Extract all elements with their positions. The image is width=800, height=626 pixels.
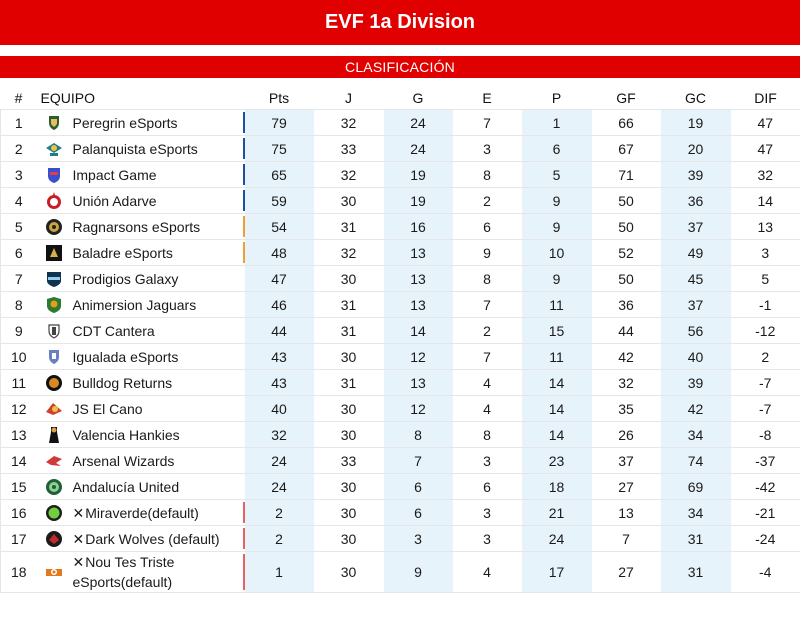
team-name-wrapper: [73, 269, 179, 289]
pts-cell: 43: [245, 370, 314, 396]
team-name: Animersion Jaguars: [72, 296, 197, 313]
col-header-team: EQUIPO: [40, 90, 95, 106]
table-row: [1, 136, 800, 162]
rank-cell: 7: [1, 266, 37, 292]
e-cell: 7: [453, 110, 522, 136]
gc-cell: 20: [661, 136, 731, 162]
e-cell: 3: [453, 136, 522, 162]
e-cell: 7: [453, 344, 522, 370]
team-cell: [37, 318, 245, 344]
rank-cell: 5: [1, 214, 37, 240]
team-cell: [37, 136, 245, 162]
gf-cell: 35: [592, 396, 661, 422]
j-cell: 31: [314, 370, 384, 396]
gc-cell: 34: [661, 500, 731, 526]
ragnarsons-logo-icon: [45, 218, 63, 236]
table-row: [1, 474, 800, 500]
j-cell: 30: [314, 500, 384, 526]
p-cell: 14: [522, 396, 592, 422]
pts-cell: 1: [245, 552, 314, 593]
pts-cell: 44: [245, 318, 314, 344]
p-cell: 23: [522, 448, 592, 474]
rank-cell: 13: [1, 422, 37, 448]
team-name-wrapper: [73, 243, 173, 263]
g-cell: 8: [384, 422, 453, 448]
team-name-wrapper: [73, 529, 220, 549]
team-name: Palanquista eSports: [72, 140, 198, 157]
e-cell: 8: [453, 162, 522, 188]
dif-cell: -1: [731, 292, 800, 318]
p-cell: 5: [522, 162, 592, 188]
j-cell: 33: [314, 136, 384, 162]
team-name: CDT Cantera: [72, 322, 155, 339]
rank-cell: 15: [1, 474, 37, 500]
table-row: [1, 500, 800, 526]
pts-cell: 46: [245, 292, 314, 318]
section-subtitle: [0, 56, 800, 78]
gc-cell: 31: [661, 552, 731, 593]
team-name: Nou Tes Triste eSports(default): [72, 554, 175, 590]
peregrin-logo-icon: [45, 114, 63, 132]
rank-cell: 3: [1, 162, 37, 188]
e-cell: 6: [453, 474, 522, 500]
arsenal-wizards-logo-icon: [45, 452, 63, 470]
dif-cell: -7: [731, 396, 800, 422]
team-cell: [37, 448, 245, 474]
e-cell: 3: [453, 500, 522, 526]
team-name: Baladre eSports: [72, 244, 173, 261]
team-name-wrapper: [73, 425, 180, 445]
gf-cell: 67: [592, 136, 661, 162]
g-cell: 9: [384, 552, 453, 593]
gc-cell: 37: [661, 292, 731, 318]
j-cell: 32: [314, 110, 384, 136]
g-cell: 12: [384, 344, 453, 370]
bulldog-logo-icon: [45, 374, 63, 392]
team-name-wrapper: [73, 451, 175, 471]
dif-cell: -24: [731, 526, 800, 552]
team-name-wrapper: [73, 503, 199, 523]
team-cell: [37, 396, 245, 422]
j-cell: 30: [314, 396, 384, 422]
gf-cell: 27: [592, 552, 661, 593]
dif-cell: -12: [731, 318, 800, 344]
table-row: [1, 344, 800, 370]
team-name-wrapper: [73, 373, 173, 393]
col-header-e: E: [482, 90, 492, 106]
team-name-wrapper: [73, 321, 155, 341]
p-cell: 9: [522, 214, 592, 240]
p-cell: 21: [522, 500, 592, 526]
gc-cell: 39: [661, 162, 731, 188]
pts-cell: 43: [245, 344, 314, 370]
table-row: [1, 526, 800, 552]
e-cell: 3: [453, 526, 522, 552]
e-cell: 4: [453, 552, 522, 593]
pts-cell: 32: [245, 422, 314, 448]
rank-cell: 16: [1, 500, 37, 526]
team-cell: [37, 526, 245, 552]
gf-cell: 32: [592, 370, 661, 396]
team-name: Igualada eSports: [72, 348, 179, 365]
g-cell: 13: [384, 240, 453, 266]
col-header-pos: #: [14, 90, 23, 106]
zone-indicator-red: [243, 528, 245, 549]
pts-cell: 75: [245, 136, 314, 162]
dif-cell: 5: [731, 266, 800, 292]
table-row: [1, 266, 800, 292]
gc-cell: 56: [661, 318, 731, 344]
col-header-gc: GC: [685, 90, 706, 106]
team-cell: [37, 240, 245, 266]
union-adarve-logo-icon: [45, 192, 63, 210]
j-cell: 30: [314, 422, 384, 448]
gc-cell: 31: [661, 526, 731, 552]
team-cell: [37, 110, 245, 136]
j-cell: 31: [314, 214, 384, 240]
pts-cell: 79: [245, 110, 314, 136]
default-x-icon: ✕: [72, 530, 85, 547]
dif-cell: -42: [731, 474, 800, 500]
j-cell: 32: [314, 162, 384, 188]
team-name: Peregrin eSports: [72, 114, 178, 131]
rank-cell: 10: [1, 344, 37, 370]
animersion-logo-icon: [45, 296, 63, 314]
dif-cell: 47: [731, 136, 800, 162]
zone-indicator-orange: [243, 242, 245, 263]
g-cell: 3: [384, 526, 453, 552]
p-cell: 14: [522, 422, 592, 448]
p-cell: 15: [522, 318, 592, 344]
dif-cell: 47: [731, 110, 800, 136]
col-header-pts: Pts: [268, 90, 290, 106]
p-cell: 1: [522, 110, 592, 136]
j-cell: 30: [314, 552, 384, 593]
team-cell: [37, 214, 245, 240]
p-cell: 11: [522, 292, 592, 318]
igualada-logo-icon: [45, 348, 63, 366]
j-cell: 33: [314, 448, 384, 474]
zone-indicator-blue: [243, 112, 245, 133]
pts-cell: 47: [245, 266, 314, 292]
team-name-wrapper: [73, 165, 157, 185]
miraverde-logo-icon: [45, 504, 63, 522]
pts-cell: 24: [245, 448, 314, 474]
g-cell: 24: [384, 136, 453, 162]
table-row: [1, 318, 800, 344]
rank-cell: 12: [1, 396, 37, 422]
g-cell: 16: [384, 214, 453, 240]
gf-cell: 52: [592, 240, 661, 266]
p-cell: 9: [522, 188, 592, 214]
title-text: EVF 1a Division: [324, 11, 476, 33]
dif-cell: 32: [731, 162, 800, 188]
g-cell: 24: [384, 110, 453, 136]
dif-cell: 14: [731, 188, 800, 214]
col-header-gf: GF: [616, 90, 636, 106]
g-cell: 7: [384, 448, 453, 474]
gc-cell: 74: [661, 448, 731, 474]
gc-cell: 36: [661, 188, 731, 214]
zone-indicator-blue: [243, 164, 245, 185]
palanquista-logo-icon: [45, 140, 63, 158]
standings-body: [1, 110, 800, 593]
gc-cell: 37: [661, 214, 731, 240]
gc-cell: 69: [661, 474, 731, 500]
g-cell: 6: [384, 500, 453, 526]
dif-cell: -21: [731, 500, 800, 526]
team-name-wrapper: [73, 477, 180, 497]
valencia-hankies-logo-icon: [45, 426, 63, 444]
rank-cell: 11: [1, 370, 37, 396]
team-cell: [37, 422, 245, 448]
rank-cell: 1: [1, 110, 37, 136]
team-cell: [37, 344, 245, 370]
gc-cell: 39: [661, 370, 731, 396]
table-row: [1, 448, 800, 474]
subtitle-text: CLASIFICACIÓN: [345, 59, 455, 75]
team-cell: [37, 370, 245, 396]
j-cell: 30: [314, 344, 384, 370]
zone-indicator-orange: [243, 216, 245, 237]
andalucia-united-logo-icon: [45, 478, 63, 496]
rank-cell: 6: [1, 240, 37, 266]
e-cell: 3: [453, 448, 522, 474]
team-name-wrapper: [73, 347, 179, 367]
e-cell: 4: [453, 370, 522, 396]
gc-cell: 34: [661, 422, 731, 448]
table-row: [1, 240, 800, 266]
team-name: Miraverde(default): [85, 504, 199, 521]
team-name: Arsenal Wizards: [72, 452, 175, 469]
table-row: [1, 162, 800, 188]
e-cell: 2: [453, 188, 522, 214]
e-cell: 4: [453, 396, 522, 422]
j-cell: 30: [314, 526, 384, 552]
team-name: Dark Wolves (default): [85, 530, 220, 547]
team-cell: [37, 500, 245, 526]
gc-cell: 45: [661, 266, 731, 292]
dif-cell: 2: [731, 344, 800, 370]
table-header-row: [1, 87, 800, 110]
team-name-wrapper: [73, 113, 178, 133]
g-cell: 19: [384, 188, 453, 214]
gf-cell: 7: [592, 526, 661, 552]
gc-cell: 19: [661, 110, 731, 136]
gc-cell: 42: [661, 396, 731, 422]
header-gap: [0, 45, 800, 56]
team-cell: [37, 162, 245, 188]
team-cell: [37, 292, 245, 318]
team-name-wrapper: [73, 217, 201, 237]
j-cell: 31: [314, 318, 384, 344]
team-cell: [37, 266, 245, 292]
team-cell: [37, 474, 245, 500]
zone-indicator-red: [243, 554, 245, 590]
col-header-p: P: [551, 90, 562, 106]
default-x-icon: ✕: [72, 554, 85, 570]
j-cell: 30: [314, 188, 384, 214]
zone-indicator-blue: [243, 138, 245, 159]
col-header-j: J: [345, 90, 352, 106]
g-cell: 19: [384, 162, 453, 188]
g-cell: 13: [384, 292, 453, 318]
rank-cell: 4: [1, 188, 37, 214]
js-el-cano-logo-icon: [45, 400, 63, 418]
team-name: Ragnarsons eSports: [72, 218, 201, 235]
zone-indicator-blue: [243, 190, 245, 211]
rank-cell: 8: [1, 292, 37, 318]
prodigios-logo-icon: [45, 270, 63, 288]
dif-cell: 3: [731, 240, 800, 266]
zone-indicator-red: [243, 502, 245, 523]
p-cell: 10: [522, 240, 592, 266]
e-cell: 8: [453, 422, 522, 448]
table-row: [1, 422, 800, 448]
rank-cell: 2: [1, 136, 37, 162]
team-name: JS El Cano: [72, 400, 143, 417]
dif-cell: -37: [731, 448, 800, 474]
table-row: [1, 292, 800, 318]
g-cell: 14: [384, 318, 453, 344]
team-name-wrapper: [73, 139, 198, 159]
dif-cell: -4: [731, 552, 800, 593]
e-cell: 6: [453, 214, 522, 240]
gf-cell: 50: [592, 214, 661, 240]
pts-cell: 65: [245, 162, 314, 188]
gf-cell: 13: [592, 500, 661, 526]
team-name: Andalucía United: [72, 478, 180, 495]
team-name-wrapper: [73, 191, 157, 211]
gc-cell: 40: [661, 344, 731, 370]
rank-cell: 18: [1, 552, 37, 593]
team-name: Unión Adarve: [72, 192, 157, 209]
gf-cell: 66: [592, 110, 661, 136]
pts-cell: 59: [245, 188, 314, 214]
j-cell: 30: [314, 474, 384, 500]
dif-cell: -8: [731, 422, 800, 448]
table-row: [1, 370, 800, 396]
dark-wolves-logo-icon: [45, 530, 63, 548]
p-cell: 9: [522, 266, 592, 292]
e-cell: 2: [453, 318, 522, 344]
baladre-logo-icon: [45, 244, 63, 262]
dif-cell: -7: [731, 370, 800, 396]
pts-cell: 40: [245, 396, 314, 422]
gf-cell: 44: [592, 318, 661, 344]
g-cell: 6: [384, 474, 453, 500]
gf-cell: 71: [592, 162, 661, 188]
p-cell: 18: [522, 474, 592, 500]
gf-cell: 50: [592, 188, 661, 214]
j-cell: 32: [314, 240, 384, 266]
page-title: [0, 0, 800, 45]
table-row: [1, 214, 800, 240]
j-cell: 30: [314, 266, 384, 292]
impact-game-logo-icon: [45, 166, 63, 184]
rank-cell: 9: [1, 318, 37, 344]
gf-cell: 50: [592, 266, 661, 292]
team-name: Prodigios Galaxy: [72, 270, 179, 287]
dif-cell: 13: [731, 214, 800, 240]
pts-cell: 2: [245, 500, 314, 526]
pts-cell: 48: [245, 240, 314, 266]
gf-cell: 27: [592, 474, 661, 500]
j-cell: 31: [314, 292, 384, 318]
gf-cell: 26: [592, 422, 661, 448]
pts-cell: 54: [245, 214, 314, 240]
table-row: [1, 552, 800, 593]
team-cell: [37, 552, 245, 593]
e-cell: 8: [453, 266, 522, 292]
col-header-g: G: [412, 90, 424, 106]
team-name-wrapper: [73, 552, 245, 592]
gf-cell: 36: [592, 292, 661, 318]
g-cell: 13: [384, 266, 453, 292]
default-x-icon: ✕: [72, 504, 85, 521]
rank-cell: 14: [1, 448, 37, 474]
table-row: [1, 188, 800, 214]
table-row: [1, 110, 800, 136]
p-cell: 24: [522, 526, 592, 552]
standings-table: [0, 87, 800, 593]
p-cell: 11: [522, 344, 592, 370]
p-cell: 6: [522, 136, 592, 162]
p-cell: 17: [522, 552, 592, 593]
team-name: Bulldog Returns: [72, 374, 173, 391]
team-name-wrapper: [73, 399, 143, 419]
gf-cell: 42: [592, 344, 661, 370]
team-name: Valencia Hankies: [72, 426, 180, 443]
team-name: Impact Game: [72, 166, 157, 183]
rank-cell: 17: [1, 526, 37, 552]
g-cell: 13: [384, 370, 453, 396]
team-name-wrapper: [73, 295, 197, 315]
pts-cell: 2: [245, 526, 314, 552]
gf-cell: 37: [592, 448, 661, 474]
nou-tes-triste-logo-icon: [45, 563, 63, 581]
col-header-dif: DIF: [754, 90, 777, 106]
e-cell: 7: [453, 292, 522, 318]
pts-cell: 24: [245, 474, 314, 500]
cdt-cantera-logo-icon: [45, 322, 63, 340]
team-cell: [37, 188, 245, 214]
gc-cell: 49: [661, 240, 731, 266]
p-cell: 14: [522, 370, 592, 396]
table-row: [1, 396, 800, 422]
e-cell: 9: [453, 240, 522, 266]
g-cell: 12: [384, 396, 453, 422]
